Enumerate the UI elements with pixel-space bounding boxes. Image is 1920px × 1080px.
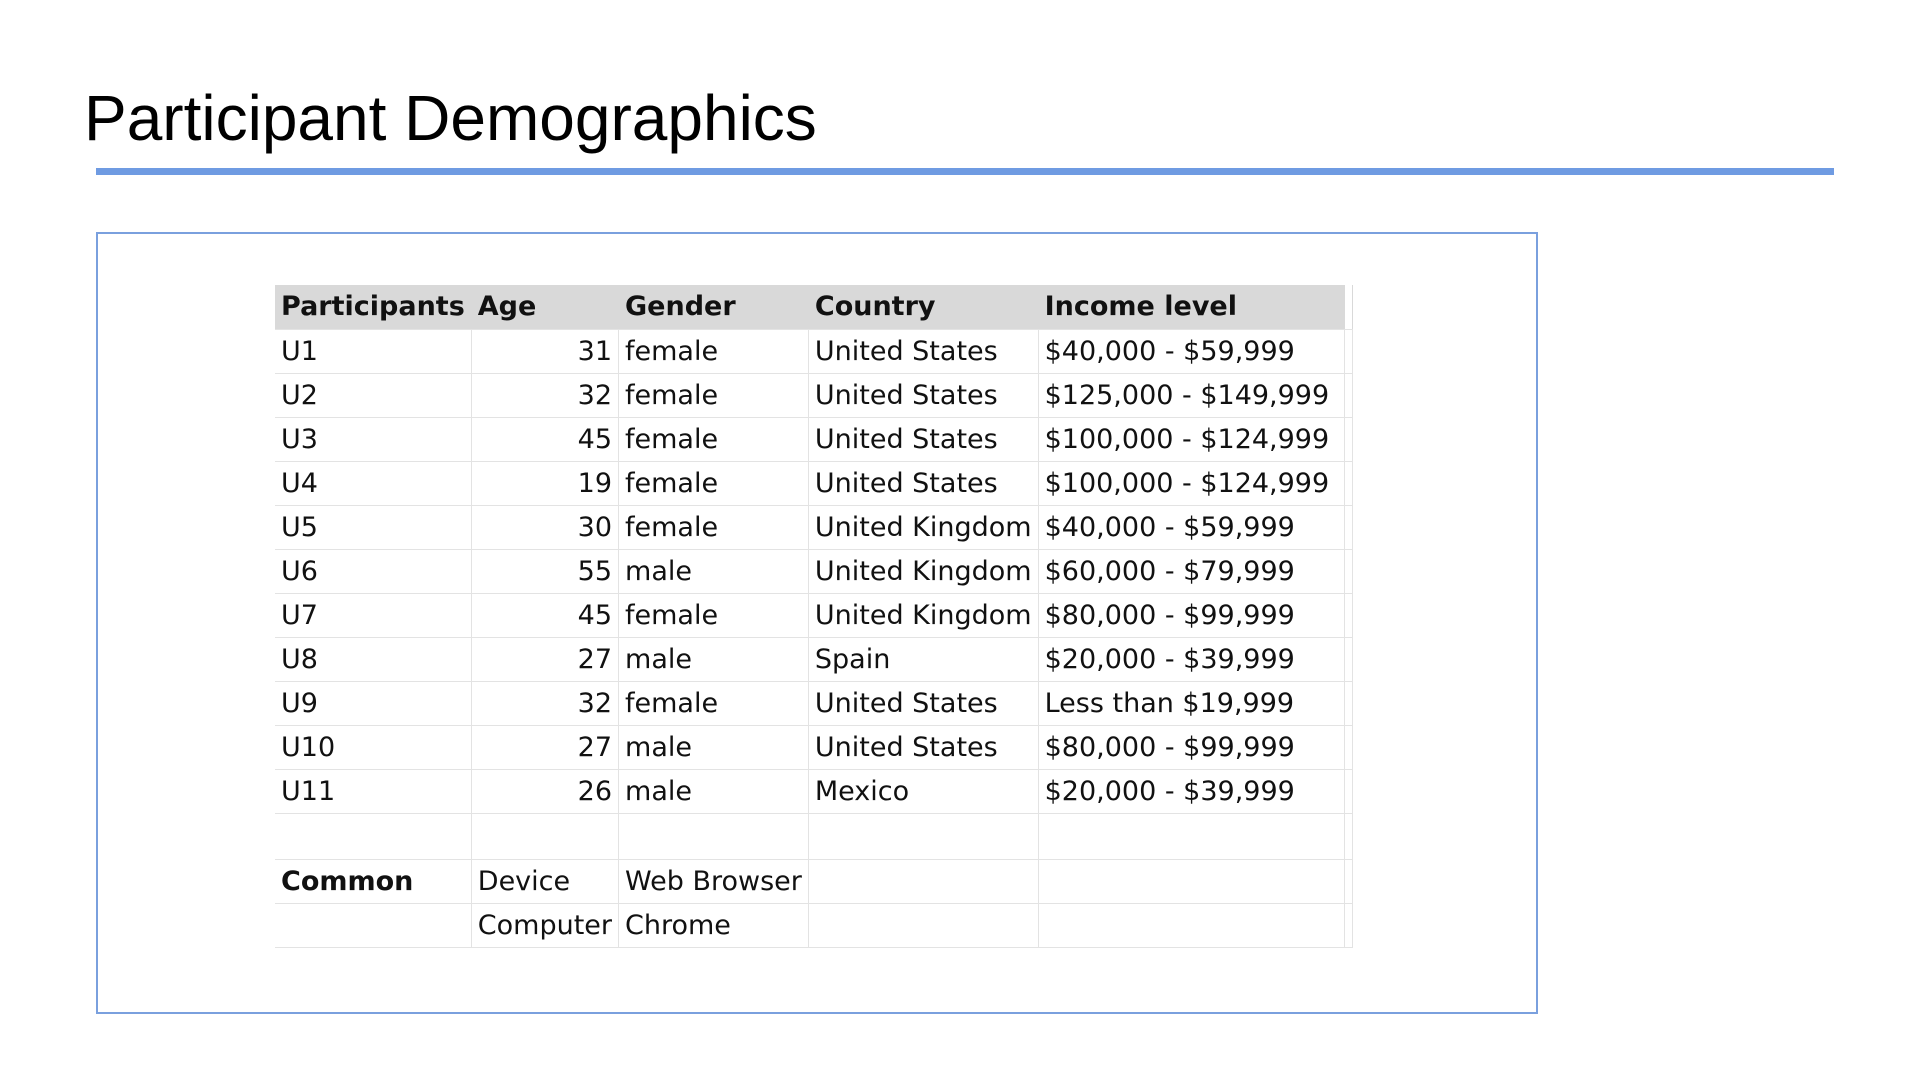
income-cell: $40,000 - $59,999: [1038, 505, 1344, 549]
common-device-label: Device: [471, 859, 618, 903]
gender-cell: female: [619, 681, 809, 725]
blank-cell: [1038, 859, 1344, 903]
table-row: [275, 329, 1352, 373]
blank-cell: [1344, 813, 1352, 859]
table-row: [275, 505, 1352, 549]
blank-cell: [808, 859, 1038, 903]
participant-cell: U2: [275, 373, 471, 417]
country-cell: United States: [808, 461, 1038, 505]
country-cell: Spain: [808, 637, 1038, 681]
income-cell: $60,000 - $79,999: [1038, 549, 1344, 593]
row-spacer: [1344, 549, 1352, 593]
age-cell: 32: [471, 373, 618, 417]
common-browser-value: Chrome: [619, 903, 809, 947]
row-spacer: [1344, 681, 1352, 725]
participant-cell: U10: [275, 725, 471, 769]
gender-cell: female: [619, 329, 809, 373]
row-spacer: [1344, 461, 1352, 505]
table-row: [275, 417, 1352, 461]
blank-cell: [1344, 903, 1352, 947]
blank-cell: [1344, 859, 1352, 903]
common-values-row: [275, 903, 1352, 947]
header-participants: Participants: [275, 285, 471, 329]
common-device-value: Computer: [471, 903, 618, 947]
income-cell: $20,000 - $39,999: [1038, 637, 1344, 681]
participant-cell: U5: [275, 505, 471, 549]
participant-cell: U11: [275, 769, 471, 813]
country-cell: United Kingdom: [808, 505, 1038, 549]
gender-cell: male: [619, 725, 809, 769]
country-cell: United States: [808, 725, 1038, 769]
blank-cell: [471, 813, 618, 859]
header-age: Age: [471, 285, 618, 329]
participant-cell: U1: [275, 329, 471, 373]
country-cell: United Kingdom: [808, 549, 1038, 593]
row-spacer: [1344, 769, 1352, 813]
gender-cell: male: [619, 769, 809, 813]
blank-cell: [1038, 813, 1344, 859]
age-cell: 55: [471, 549, 618, 593]
age-cell: 32: [471, 681, 618, 725]
income-cell: $80,000 - $99,999: [1038, 725, 1344, 769]
country-cell: Mexico: [808, 769, 1038, 813]
participant-cell: U4: [275, 461, 471, 505]
income-cell: $100,000 - $124,999: [1038, 461, 1344, 505]
gender-cell: female: [619, 593, 809, 637]
common-row: [275, 859, 1352, 903]
income-cell: $80,000 - $99,999: [1038, 593, 1344, 637]
row-spacer: [1344, 593, 1352, 637]
common-label: Common: [275, 859, 471, 903]
blank-cell: [275, 813, 471, 859]
age-cell: 30: [471, 505, 618, 549]
age-cell: 27: [471, 725, 618, 769]
table-row: [275, 461, 1352, 505]
blank-cell: [808, 903, 1038, 947]
country-cell: United Kingdom: [808, 593, 1038, 637]
table-header-row: [275, 285, 1352, 329]
country-cell: United States: [808, 373, 1038, 417]
header-income-level: Income level: [1038, 285, 1344, 329]
header-gender: Gender: [619, 285, 809, 329]
table-row: [275, 549, 1352, 593]
table-row: [275, 681, 1352, 725]
table-row: [275, 769, 1352, 813]
blank-cell: [1038, 903, 1344, 947]
title-underline: [96, 168, 1834, 175]
blank-cell: [275, 903, 471, 947]
income-cell: Less than $19,999: [1038, 681, 1344, 725]
row-spacer: [1344, 637, 1352, 681]
table-row: [275, 637, 1352, 681]
demographics-table: [275, 285, 1353, 948]
row-spacer: [1344, 329, 1352, 373]
participant-cell: U3: [275, 417, 471, 461]
gender-cell: male: [619, 637, 809, 681]
income-cell: $100,000 - $124,999: [1038, 417, 1344, 461]
blank-row: [275, 813, 1352, 859]
header-spacer: [1344, 285, 1352, 329]
participant-cell: U9: [275, 681, 471, 725]
gender-cell: female: [619, 505, 809, 549]
slide-title: Participant Demographics: [84, 82, 817, 154]
row-spacer: [1344, 505, 1352, 549]
age-cell: 19: [471, 461, 618, 505]
row-spacer: [1344, 417, 1352, 461]
country-cell: United States: [808, 329, 1038, 373]
row-spacer: [1344, 373, 1352, 417]
gender-cell: female: [619, 373, 809, 417]
age-cell: 45: [471, 593, 618, 637]
common-browser-label: Web Browser: [619, 859, 809, 903]
income-cell: $125,000 - $149,999: [1038, 373, 1344, 417]
participant-cell: U7: [275, 593, 471, 637]
age-cell: 27: [471, 637, 618, 681]
blank-cell: [619, 813, 809, 859]
blank-cell: [808, 813, 1038, 859]
country-cell: United States: [808, 681, 1038, 725]
income-cell: $40,000 - $59,999: [1038, 329, 1344, 373]
gender-cell: female: [619, 417, 809, 461]
participant-cell: U8: [275, 637, 471, 681]
age-cell: 31: [471, 329, 618, 373]
row-spacer: [1344, 725, 1352, 769]
participant-cell: U6: [275, 549, 471, 593]
table-row: [275, 725, 1352, 769]
table-row: [275, 373, 1352, 417]
gender-cell: female: [619, 461, 809, 505]
age-cell: 26: [471, 769, 618, 813]
income-cell: $20,000 - $39,999: [1038, 769, 1344, 813]
age-cell: 45: [471, 417, 618, 461]
table-row: [275, 593, 1352, 637]
gender-cell: male: [619, 549, 809, 593]
country-cell: United States: [808, 417, 1038, 461]
header-country: Country: [808, 285, 1038, 329]
